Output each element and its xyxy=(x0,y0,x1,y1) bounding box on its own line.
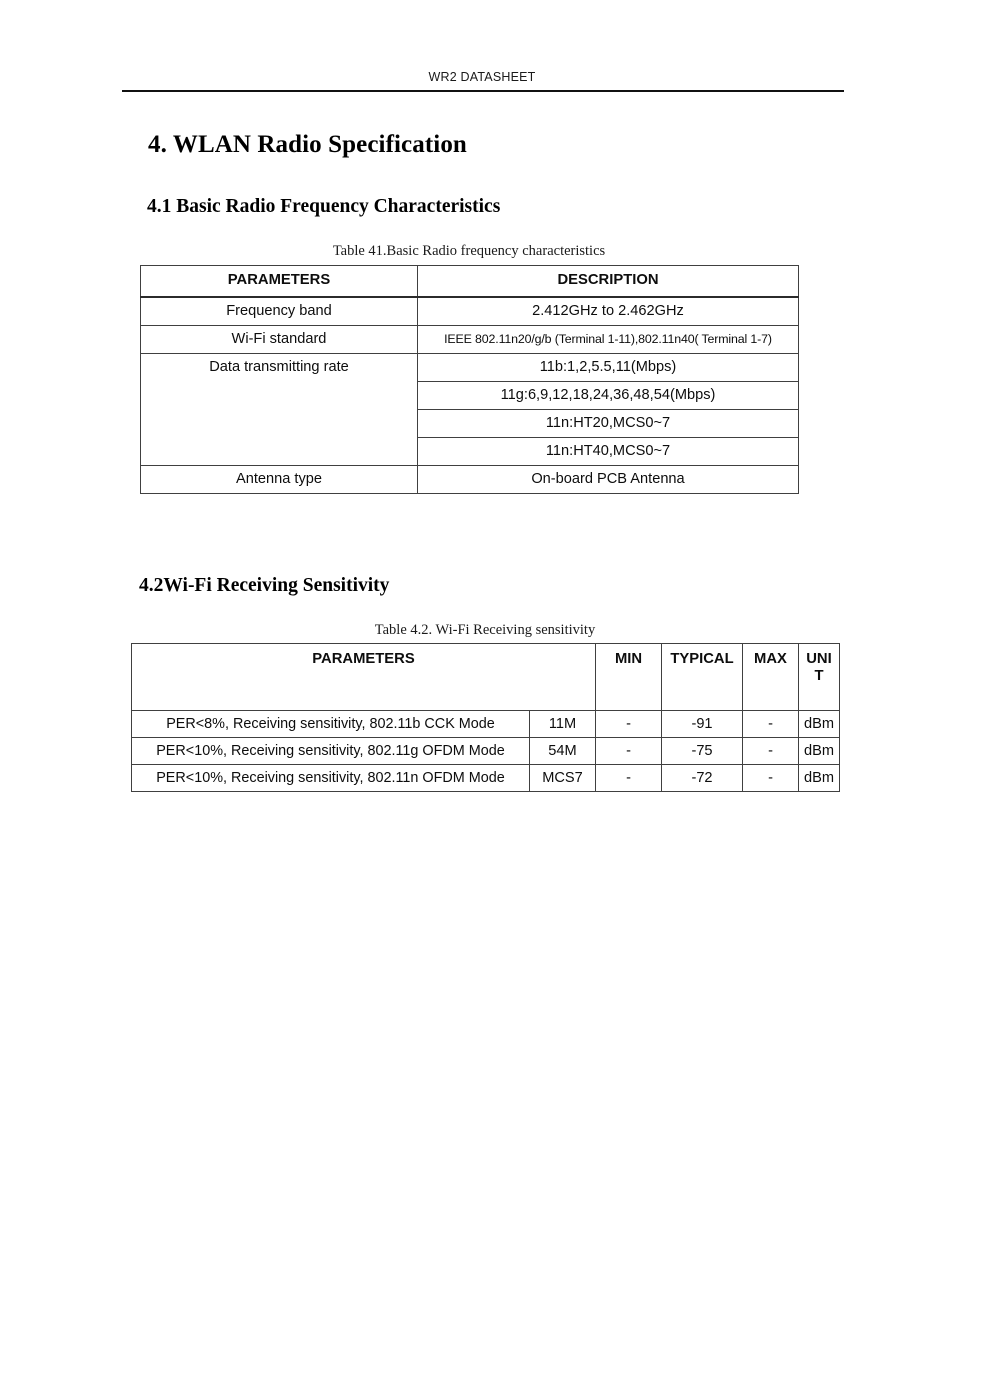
cell-typical: -75 xyxy=(662,738,743,765)
cell-max: - xyxy=(743,711,799,738)
cell-rate: 54M xyxy=(530,738,596,765)
heading-section-4-1: 4.1 Basic Radio Frequency Characteristics xyxy=(147,196,501,217)
cell-max: - xyxy=(743,765,799,792)
cell-parameter: PER<8%, Receiving sensitivity, 802.11b CCK Mode xyxy=(132,711,530,738)
cell-rate: 11M xyxy=(530,711,596,738)
cell-unit: dBm xyxy=(799,765,840,792)
column-header-description: DESCRIPTION xyxy=(418,266,799,298)
cell-description: On-board PCB Antenna xyxy=(418,466,799,494)
cell-min: - xyxy=(596,738,662,765)
column-header-unit xyxy=(799,644,840,711)
cell-parameter: PER<10%, Receiving sensitivity, 802.11n OFDM Mode xyxy=(132,765,530,792)
page-running-header xyxy=(122,68,842,86)
table-row xyxy=(141,466,799,494)
table-row xyxy=(141,297,799,326)
table-header-row xyxy=(141,266,799,298)
cell-typical: -91 xyxy=(662,711,743,738)
column-header-max: MAX xyxy=(743,644,799,711)
column-header-unit-line-2: T xyxy=(814,668,824,685)
column-header-typical: TYPICAL xyxy=(662,644,743,711)
cell-description: 11n:HT40,MCS0~7 xyxy=(418,438,799,466)
cell-parameter: Wi-Fi standard xyxy=(141,326,418,354)
column-header-min: MIN xyxy=(596,644,662,711)
table-caption-basic-rf: Table 41.Basic Radio frequency characteristics xyxy=(332,243,606,259)
cell-description: 2.412GHz to 2.462GHz xyxy=(418,297,799,326)
cell-min: - xyxy=(596,765,662,792)
cell-unit: dBm xyxy=(799,711,840,738)
cell-description: IEEE 802.11n20/g/b (Terminal 1-11),802.11n40( Terminal 1-7) xyxy=(418,326,799,354)
column-header-unit-line-1: UNI xyxy=(806,651,832,667)
table-row xyxy=(141,326,799,354)
cell-parameter-merged: Data transmitting rate xyxy=(141,354,418,466)
table-row xyxy=(141,354,799,382)
table-row xyxy=(132,711,840,738)
cell-rate: MCS7 xyxy=(530,765,596,792)
cell-description: 11g:6,9,12,18,24,36,48,54(Mbps) xyxy=(418,382,799,410)
table-wifi-receiving-sensitivity xyxy=(131,643,840,792)
heading-section-4: 4. WLAN Radio Specification xyxy=(148,131,467,158)
cell-max: - xyxy=(743,738,799,765)
cell-parameter: Antenna type xyxy=(141,466,418,494)
cell-description: 11b:1,2,5.5,11(Mbps) xyxy=(418,354,799,382)
column-header-parameters: PARAMETERS xyxy=(141,266,418,298)
header-divider-rule xyxy=(122,90,844,92)
table-basic-radio-frequency xyxy=(140,265,799,494)
cell-typical: -72 xyxy=(662,765,743,792)
column-header-parameters: PARAMETERS xyxy=(132,644,596,711)
cell-min: - xyxy=(596,711,662,738)
cell-parameter: PER<10%, Receiving sensitivity, 802.11g OFDM Mode xyxy=(132,738,530,765)
column-header-unit-lines xyxy=(799,651,839,685)
table-header-row xyxy=(132,644,840,711)
table-row xyxy=(132,765,840,792)
table-caption-rx-sensitivity: Table 4.2. Wi-Fi Receiving sensitivity xyxy=(374,622,596,638)
cell-unit: dBm xyxy=(799,738,840,765)
running-header-text: WR2 DATASHEET xyxy=(428,70,536,84)
cell-description: 11n:HT20,MCS0~7 xyxy=(418,410,799,438)
cell-parameter: Frequency band xyxy=(141,297,418,326)
table-row xyxy=(132,738,840,765)
heading-section-4-2: 4.2Wi-Fi Receiving Sensitivity xyxy=(139,575,390,596)
